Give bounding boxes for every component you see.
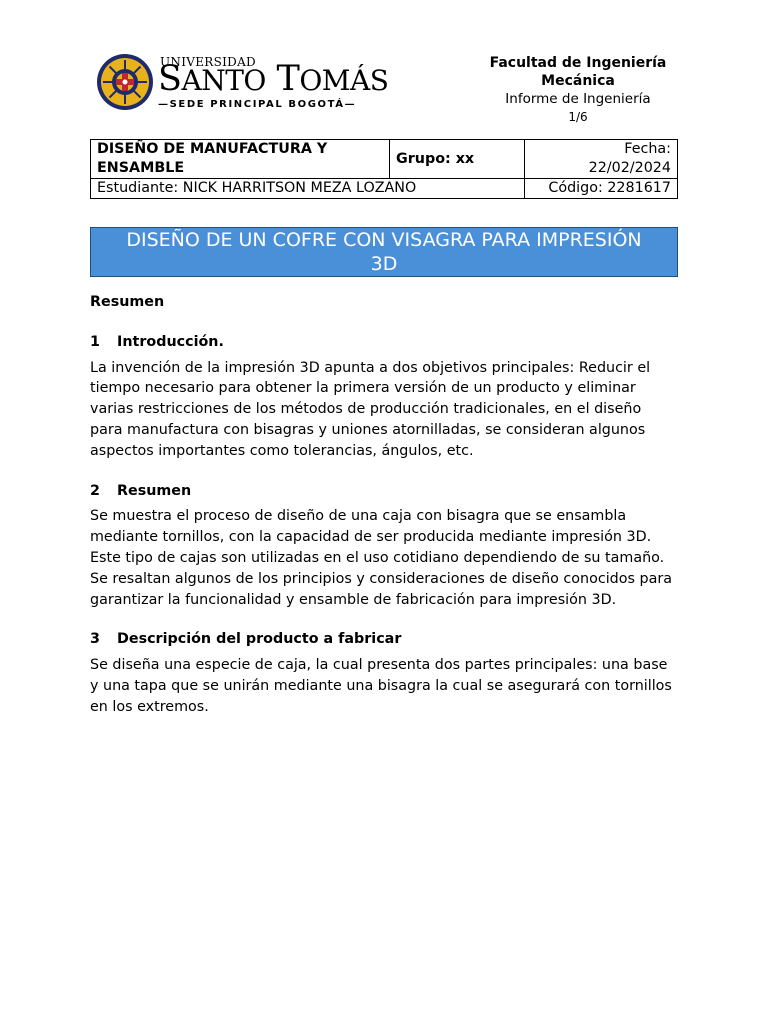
document-title: DISEÑO DE UN COFRE CON VISAGRA PARA IMPRESIÓN 3D [90, 227, 678, 277]
logo-name-text: SANTO TOMÁS [158, 59, 389, 99]
document-header [96, 50, 678, 122]
page-number: 1/6 [568, 110, 588, 124]
course-cell: DISEÑO DE MANUFACTURA Y ENSAMBLE [91, 140, 390, 179]
resumen-heading: Resumen [90, 294, 165, 310]
code-cell: Código: 2281617 [525, 179, 678, 199]
logo-universidad-text: UNIVERSIDAD [160, 55, 256, 69]
faculty-line1: Facultad de Ingeniería [489, 55, 667, 71]
info-row-student [91, 179, 678, 199]
section-heading-3: 3 Descripción del producto a fabricar [90, 631, 402, 648]
university-logo [96, 50, 389, 120]
faculty-block [478, 54, 678, 126]
info-table [90, 139, 678, 199]
logo-sede-text: —SEDE PRINCIPAL BOGOTÁ— [158, 99, 357, 110]
faculty-line2: Mecánica [541, 73, 615, 89]
group-cell: Grupo: xx [390, 140, 525, 179]
university-seal-icon [96, 52, 154, 112]
date-cell: Fecha: 22/02/2024 [525, 140, 678, 179]
info-row-course [91, 140, 678, 179]
section-text-1: La invención de la impresión 3D apunta a dos objetivos principales: Reducir el tiempo necesario para obtener la primera versión de un producto y eliminar varias restricciones de los métodos de producción tradicionales, en el diseño para manufactura con bisagras y uniones atornilladas, se consideran algunos aspectos importantes como tolerancias, ángulos, etc. [90, 359, 651, 459]
section-heading-2: 2 Resumen [90, 482, 192, 499]
report-type: Informe de Ingeniería [505, 91, 651, 107]
student-cell: Estudiante: NICK HARRITSON MEZA LOZANO [91, 179, 525, 199]
section-heading-1: 1 Introducción. [90, 333, 224, 350]
section-text-2: Se muestra el proceso de diseño de una caja con bisagra que se ensambla mediante tornillos, con la capacidad de ser producida mediante impresión 3D. Este tipo de cajas son utilizadas en el uso cotidiano dependiendo de su tamaño. Se resaltan algunos de los principios y consideraciones de diseño conocidos para garantizar la funcionalidad y ensamble de fabricación para impresión 3D. [90, 508, 672, 608]
section-text-3: Se diseña una especie de caja, la cual presenta dos partes principales: una base y una tapa que se unirán mediante una bisagra la cual se asegurará con tornillos en los extremos. [90, 657, 672, 715]
document-body [90, 292, 678, 737]
